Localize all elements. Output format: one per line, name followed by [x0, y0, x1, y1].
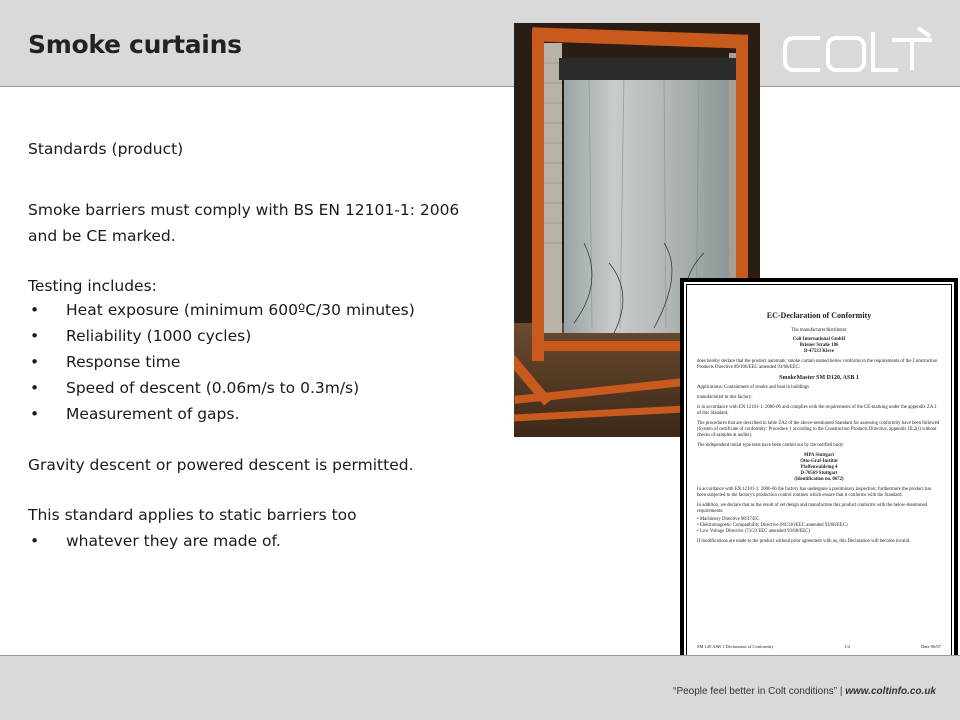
- footer-separator: |: [837, 686, 846, 697]
- footer-slogan: “People feel better in Colt conditions”: [673, 686, 838, 697]
- certificate-text: If modifications are made to the product without prior agreement with us, this Declaration will become invalid.: [697, 539, 911, 544]
- gravity-text: Gravity descent or powered descent is permitted.: [28, 456, 414, 474]
- certificate-text: Pfaffenwaldring 4: [800, 465, 838, 470]
- certificate-text: • Low Voltage Directive (73/23 EEC amended 93/68/EEC): [697, 529, 811, 534]
- certificate-text: The independent initial type tests have been carried out by the notified body:: [697, 443, 845, 448]
- slide-title: Smoke curtains: [28, 30, 242, 59]
- compliance-line-2: and be CE marked.: [28, 227, 176, 245]
- certificate-text: Applications: Containment of smoke and heat in buildings: [697, 385, 810, 390]
- list-item: • Heat exposure (minimum 600ºC/30 minutes): [30, 301, 415, 319]
- footer: [673, 686, 936, 697]
- list-item: • whatever they are made of.: [30, 532, 281, 550]
- compliance-line-1: Smoke barriers must comply with BS EN 12101-1: 2006: [28, 201, 460, 219]
- certificate-text: • Elektromagnetic Compatibility Directive (89/336/EEC amended 93/68/EEC): [697, 523, 848, 528]
- certificate-footer: [697, 644, 941, 649]
- certificate-text: D-70569 Stuttgart: [800, 471, 838, 476]
- certificate-text: The manufacturer/distributor: [791, 328, 847, 333]
- certificate-title: EC-Declaration of Conformity: [766, 311, 872, 320]
- certificate-text: D-47533 Kleve: [804, 349, 834, 354]
- certificate-text: Colt International GmbH: [792, 337, 846, 342]
- list-item: • Speed of descent (0.06m/s to 0.3m/s): [30, 379, 360, 397]
- certificate-text: • Machinery Directive 98/37/EC: [697, 517, 760, 522]
- list-item: • Reliability (1000 cycles): [30, 327, 252, 345]
- section-heading: Standards (product): [28, 140, 184, 158]
- certificate-text: MPA Stuttgart: [803, 453, 835, 458]
- list-item: • Measurement of gaps.: [30, 405, 240, 423]
- static-list: [28, 528, 281, 554]
- certificate-footer-page: 1/2: [844, 644, 851, 649]
- certificate-text: The procedures that are described in table ZA2 of the above-mentioned Standard for assessing conformity have been followed (System of certificate of conformity: Procedure 1 according to the Construction Products Directive, appendix III.2(i) without checks of samples at audits).: [697, 421, 940, 438]
- testing-list: [28, 297, 415, 427]
- static-text: This standard applies to static barriers too: [28, 506, 357, 524]
- ec-declaration-document: [680, 278, 958, 666]
- certificate-text: SmokeMaster SM D120, ASB 1: [779, 375, 859, 381]
- list-item: • Response time: [30, 353, 181, 371]
- footer-website-link[interactable]: www.coltinfo.co.uk: [845, 686, 936, 697]
- certificate-text: manufactured in this factory:: [697, 395, 753, 400]
- certificate-footer-left: SM 120 ASB 1 Declaration of Conformity: [697, 644, 774, 649]
- certificate-text: is in accordance with EN 12101-1: 2006-06 and complies with the requirements of the CE-marking under the appendix ZA.1 of this Standard.: [697, 405, 937, 416]
- colt-logo: [780, 24, 936, 76]
- certificate-text: does hereby declare that the product automatic smoke curtain named below conforms to the requirements of the Construction Products Directive 89/106/EEC amended 93/68/EEC:: [697, 359, 938, 370]
- certificate-text: (Identification no. 0672): [794, 477, 844, 482]
- certificate-text: Briener Straße 186: [799, 343, 839, 348]
- testing-label: Testing includes:: [28, 277, 157, 295]
- certificate-text: In addition, we declare that as the result of set design and manufacture this product conforms with the below-mentioned requirements:: [697, 503, 928, 514]
- certificate-text: In accordance with EN 12101-1: 2006-06 the factory has undergone a preliminary inspection; furthermore the product has been subjected to the factory's production control routines which ensure that it conforms with the Standard.: [697, 487, 932, 498]
- certificate-text: Otto-Graf-Institut: [800, 459, 838, 464]
- certificate-footer-date: Date 06/07: [921, 644, 941, 649]
